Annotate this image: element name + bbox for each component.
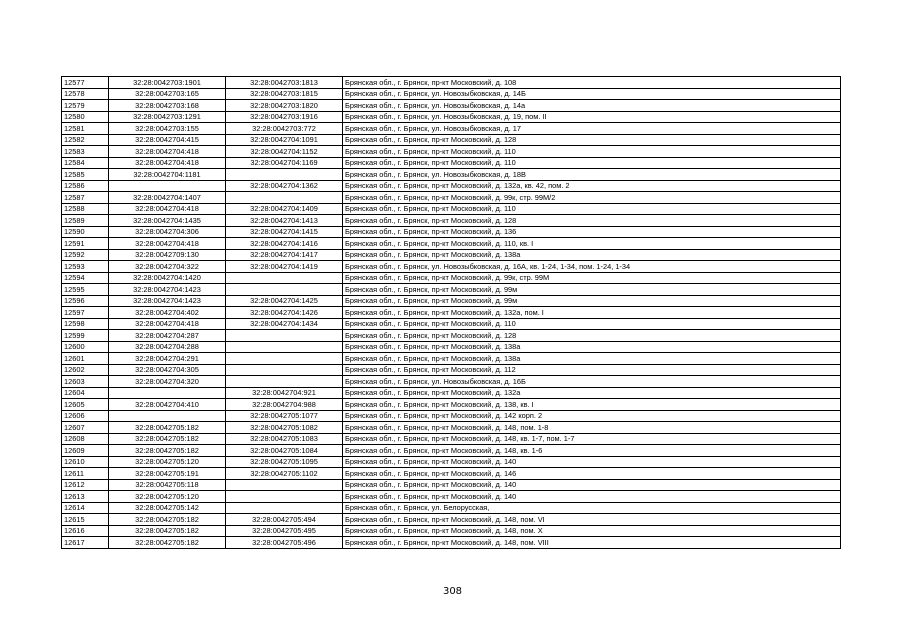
- object-cadastral-number-cell: 32:28:0042705:1095: [226, 456, 343, 468]
- object-cadastral-number-cell: 32:28:0042704:1419: [226, 261, 343, 273]
- cadastral-number-cell: 32:28:0042703:165: [109, 88, 226, 100]
- object-cadastral-number-cell: 32:28:0042704:1416: [226, 238, 343, 250]
- object-cadastral-number-cell: 32:28:0042704:1417: [226, 249, 343, 261]
- row-number-cell: 12617: [62, 537, 109, 549]
- table-row: [62, 456, 841, 468]
- row-number-cell: 12596: [62, 295, 109, 307]
- address-cell: Брянская обл., г. Брянск, пр-кт Московский, д. 132а, пом. I: [343, 307, 841, 319]
- row-number-cell: 12591: [62, 238, 109, 250]
- row-number-cell: 12580: [62, 111, 109, 123]
- address-cell: Брянская обл., г. Брянск, ул. Новозыбковская, д. 14Б: [343, 88, 841, 100]
- cadastral-number-cell: 32:28:0042709:130: [109, 249, 226, 261]
- row-number-cell: 12583: [62, 146, 109, 158]
- object-cadastral-number-cell: 32:28:0042704:1169: [226, 157, 343, 169]
- object-cadastral-number-cell: 32:28:0042704:1426: [226, 307, 343, 319]
- object-cadastral-number-cell: [226, 330, 343, 342]
- cadastral-number-cell: 32:28:0042704:418: [109, 318, 226, 330]
- address-cell: Брянская обл., г. Брянск, пр-кт Московский, д. 138а: [343, 249, 841, 261]
- cadastral-number-cell: 32:28:0042704:291: [109, 353, 226, 365]
- table-row: [62, 157, 841, 169]
- row-number-cell: 12606: [62, 410, 109, 422]
- cadastral-number-cell: 32:28:0042704:1181: [109, 169, 226, 181]
- row-number-cell: 12608: [62, 433, 109, 445]
- row-number-cell: 12589: [62, 215, 109, 227]
- row-number-cell: 12578: [62, 88, 109, 100]
- row-number-cell: 12586: [62, 180, 109, 192]
- row-number-cell: 12603: [62, 376, 109, 388]
- object-cadastral-number-cell: 32:28:0042705:1082: [226, 422, 343, 434]
- object-cadastral-number-cell: [226, 364, 343, 376]
- address-cell: Брянская обл., г. Брянск, пр-кт Московский, д. 110: [343, 146, 841, 158]
- object-cadastral-number-cell: 32:28:0042703:1916: [226, 111, 343, 123]
- row-number-cell: 12594: [62, 272, 109, 284]
- cadastral-number-cell: 32:28:0042705:182: [109, 433, 226, 445]
- table-row: [62, 88, 841, 100]
- object-cadastral-number-cell: 32:28:0042705:494: [226, 514, 343, 526]
- row-number-cell: 12607: [62, 422, 109, 434]
- address-cell: Брянская обл., г. Брянск, пр-кт Московский, д. 138, кв. I: [343, 399, 841, 411]
- address-cell: Брянская обл., г. Брянск, пр-кт Московский, д. 110: [343, 203, 841, 215]
- cadastral-number-cell: 32:28:0042705:120: [109, 456, 226, 468]
- row-number-cell: 12609: [62, 445, 109, 457]
- address-cell: Брянская обл., г. Брянск, пр-кт Московский, д. 148, пом. X: [343, 525, 841, 537]
- object-cadastral-number-cell: [226, 272, 343, 284]
- table-row: [62, 203, 841, 215]
- row-number-cell: 12604: [62, 387, 109, 399]
- address-cell: Брянская обл., г. Брянск, пр-кт Московский, д. 148, кв. 1-6: [343, 445, 841, 457]
- object-cadastral-number-cell: [226, 353, 343, 365]
- table-row: [62, 111, 841, 123]
- table-row: [62, 318, 841, 330]
- object-cadastral-number-cell: [226, 376, 343, 388]
- records-table: [61, 76, 841, 549]
- table-row: [62, 376, 841, 388]
- cadastral-number-cell: 32:28:0042704:305: [109, 364, 226, 376]
- object-cadastral-number-cell: 32:28:0042704:1413: [226, 215, 343, 227]
- address-cell: Брянская обл., г. Брянск, пр-кт Московский, д. 140: [343, 456, 841, 468]
- row-number-cell: 12598: [62, 318, 109, 330]
- row-number-cell: 12595: [62, 284, 109, 296]
- address-cell: Брянская обл., г. Брянск, пр-кт Московский, д. 132а, кв. 42, пом. 2: [343, 180, 841, 192]
- row-number-cell: 12611: [62, 468, 109, 480]
- table-row: [62, 353, 841, 365]
- row-number-cell: 12585: [62, 169, 109, 181]
- cadastral-number-cell: 32:28:0042705:191: [109, 468, 226, 480]
- cadastral-number-cell: 32:28:0042704:288: [109, 341, 226, 353]
- address-cell: Брянская обл., г. Брянск, пр-кт Московский, д. 148, пом. VI: [343, 514, 841, 526]
- cadastral-number-cell: 32:28:0042705:182: [109, 514, 226, 526]
- cadastral-number-cell: 32:28:0042705:120: [109, 491, 226, 503]
- address-cell: Брянская обл., г. Брянск, пр-кт Московский, д. 148, пом. 1-8: [343, 422, 841, 434]
- cadastral-number-cell: 32:28:0042704:320: [109, 376, 226, 388]
- table-row: [62, 479, 841, 491]
- address-cell: Брянская обл., г. Брянск, пр-кт Московский, д. 140: [343, 491, 841, 503]
- address-cell: Брянская обл., г. Брянск, ул. Белорусская,: [343, 502, 841, 514]
- table-row: [62, 341, 841, 353]
- address-cell: Брянская обл., г. Брянск, пр-кт Московский, д. 128: [343, 134, 841, 146]
- table-row: [62, 249, 841, 261]
- table-row: [62, 387, 841, 399]
- address-cell: Брянская обл., г. Брянск, ул. Новозыбковская, д. 16Б: [343, 376, 841, 388]
- cadastral-number-cell: 32:28:0042704:1423: [109, 284, 226, 296]
- object-cadastral-number-cell: 32:28:0042704:988: [226, 399, 343, 411]
- row-number-cell: 12602: [62, 364, 109, 376]
- cadastral-number-cell: 32:28:0042704:415: [109, 134, 226, 146]
- table-row: [62, 491, 841, 503]
- cadastral-number-cell: 32:28:0042704:402: [109, 307, 226, 319]
- object-cadastral-number-cell: 32:28:0042704:1362: [226, 180, 343, 192]
- table-row: [62, 514, 841, 526]
- address-cell: Брянская обл., г. Брянск, пр-кт Московский, д. 140: [343, 479, 841, 491]
- object-cadastral-number-cell: 32:28:0042704:1152: [226, 146, 343, 158]
- table-row: [62, 180, 841, 192]
- address-cell: Брянская обл., г. Брянск, пр-кт Московский, д. 110: [343, 318, 841, 330]
- cadastral-number-cell: 32:28:0042704:1420: [109, 272, 226, 284]
- cadastral-number-cell: 32:28:0042705:182: [109, 525, 226, 537]
- cadastral-number-cell: 32:28:0042704:1407: [109, 192, 226, 204]
- object-cadastral-number-cell: 32:28:0042705:495: [226, 525, 343, 537]
- object-cadastral-number-cell: 32:28:0042703:1815: [226, 88, 343, 100]
- address-cell: Брянская обл., г. Брянск, пр-кт Московский, д. 138а: [343, 353, 841, 365]
- object-cadastral-number-cell: 32:28:0042703:772: [226, 123, 343, 135]
- table-row: [62, 261, 841, 273]
- object-cadastral-number-cell: [226, 491, 343, 503]
- row-number-cell: 12616: [62, 525, 109, 537]
- cadastral-number-cell: [109, 410, 226, 422]
- cadastral-number-cell: 32:28:0042703:168: [109, 100, 226, 112]
- object-cadastral-number-cell: 32:28:0042704:1409: [226, 203, 343, 215]
- cadastral-number-cell: 32:28:0042704:418: [109, 203, 226, 215]
- row-number-cell: 12584: [62, 157, 109, 169]
- address-cell: Брянская обл., г. Брянск, ул. Новозыбковская, д. 14а: [343, 100, 841, 112]
- address-cell: Брянская обл., г. Брянск, пр-кт Московский, д. 148, кв. 1-7, пом. 1-7: [343, 433, 841, 445]
- object-cadastral-number-cell: 32:28:0042704:1434: [226, 318, 343, 330]
- table-row: [62, 445, 841, 457]
- cadastral-number-cell: [109, 180, 226, 192]
- table-row: [62, 215, 841, 227]
- address-cell: Брянская обл., г. Брянск, пр-кт Московский, д. 146: [343, 468, 841, 480]
- cadastral-number-cell: 32:28:0042704:418: [109, 238, 226, 250]
- cadastral-number-cell: 32:28:0042705:182: [109, 422, 226, 434]
- table-row: [62, 410, 841, 422]
- object-cadastral-number-cell: [226, 284, 343, 296]
- object-cadastral-number-cell: 32:28:0042705:1084: [226, 445, 343, 457]
- row-number-cell: 12612: [62, 479, 109, 491]
- table-row: [62, 272, 841, 284]
- cadastral-number-cell: 32:28:0042704:1435: [109, 215, 226, 227]
- table-row: [62, 146, 841, 158]
- address-cell: Брянская обл., г. Брянск, пр-кт Московский, д. 148, пом. VIII: [343, 537, 841, 549]
- row-number-cell: 12590: [62, 226, 109, 238]
- table-row: [62, 123, 841, 135]
- table-row: [62, 433, 841, 445]
- table-row: [62, 100, 841, 112]
- row-number-cell: 12577: [62, 77, 109, 89]
- cadastral-number-cell: 32:28:0042704:306: [109, 226, 226, 238]
- row-number-cell: 12599: [62, 330, 109, 342]
- object-cadastral-number-cell: 32:28:0042704:1425: [226, 295, 343, 307]
- cadastral-number-cell: 32:28:0042704:322: [109, 261, 226, 273]
- row-number-cell: 12615: [62, 514, 109, 526]
- table-row: [62, 295, 841, 307]
- table-row: [62, 192, 841, 204]
- address-cell: Брянская обл., г. Брянск, пр-кт Московский, д. 136: [343, 226, 841, 238]
- row-number-cell: 12601: [62, 353, 109, 365]
- object-cadastral-number-cell: [226, 502, 343, 514]
- table-row: [62, 468, 841, 480]
- cadastral-number-cell: 32:28:0042704:410: [109, 399, 226, 411]
- object-cadastral-number-cell: [226, 479, 343, 491]
- object-cadastral-number-cell: [226, 192, 343, 204]
- object-cadastral-number-cell: 32:28:0042704:921: [226, 387, 343, 399]
- object-cadastral-number-cell: 32:28:0042705:496: [226, 537, 343, 549]
- cadastral-number-cell: 32:28:0042704:418: [109, 157, 226, 169]
- table-row: [62, 307, 841, 319]
- table-row: [62, 284, 841, 296]
- address-cell: Брянская обл., г. Брянск, пр-кт Московский, д. 99к, стр. 99М: [343, 272, 841, 284]
- row-number-cell: 12592: [62, 249, 109, 261]
- table-row: [62, 502, 841, 514]
- row-number-cell: 12582: [62, 134, 109, 146]
- address-cell: Брянская обл., г. Брянск, ул. Новозыбковская, д. 17: [343, 123, 841, 135]
- row-number-cell: 12597: [62, 307, 109, 319]
- row-number-cell: 12587: [62, 192, 109, 204]
- row-number-cell: 12593: [62, 261, 109, 273]
- cadastral-number-cell: 32:28:0042703:1291: [109, 111, 226, 123]
- address-cell: Брянская обл., г. Брянск, пр-кт Московский, д. 132а: [343, 387, 841, 399]
- address-cell: Брянская обл., г. Брянск, ул. Новозыбковская, д. 19, пом. II: [343, 111, 841, 123]
- object-cadastral-number-cell: 32:28:0042705:1077: [226, 410, 343, 422]
- object-cadastral-number-cell: 32:28:0042704:1415: [226, 226, 343, 238]
- table-row: [62, 134, 841, 146]
- object-cadastral-number-cell: 32:28:0042704:1091: [226, 134, 343, 146]
- address-cell: Брянская обл., г. Брянск, пр-кт Московский, д. 142 корп. 2: [343, 410, 841, 422]
- row-number-cell: 12605: [62, 399, 109, 411]
- table-row: [62, 525, 841, 537]
- cadastral-number-cell: 32:28:0042703:155: [109, 123, 226, 135]
- cadastral-number-cell: 32:28:0042705:118: [109, 479, 226, 491]
- cadastral-number-cell: 32:28:0042703:1901: [109, 77, 226, 89]
- table-row: [62, 77, 841, 89]
- address-cell: Брянская обл., г. Брянск, пр-кт Московский, д. 128: [343, 330, 841, 342]
- object-cadastral-number-cell: [226, 341, 343, 353]
- cadastral-number-cell: 32:28:0042705:182: [109, 445, 226, 457]
- address-cell: Брянская обл., г. Брянск, ул. Новозыбковская, д. 16А, кв. 1-24, 1-34, пом. 1-24, 1-34: [343, 261, 841, 273]
- object-cadastral-number-cell: 32:28:0042705:1102: [226, 468, 343, 480]
- table-row: [62, 399, 841, 411]
- table-row: [62, 330, 841, 342]
- cadastral-number-cell: 32:28:0042704:287: [109, 330, 226, 342]
- table-row: [62, 226, 841, 238]
- address-cell: Брянская обл., г. Брянск, пр-кт Московский, д. 99м: [343, 295, 841, 307]
- table-row: [62, 364, 841, 376]
- table-row: [62, 422, 841, 434]
- row-number-cell: 12600: [62, 341, 109, 353]
- object-cadastral-number-cell: [226, 169, 343, 181]
- object-cadastral-number-cell: 32:28:0042705:1083: [226, 433, 343, 445]
- table-row: [62, 238, 841, 250]
- address-cell: Брянская обл., г. Брянск, пр-кт Московский, д. 138а: [343, 341, 841, 353]
- object-cadastral-number-cell: 32:28:0042703:1820: [226, 100, 343, 112]
- address-cell: Брянская обл., г. Брянск, пр-кт Московский, д. 112: [343, 364, 841, 376]
- cadastral-number-cell: 32:28:0042704:418: [109, 146, 226, 158]
- address-cell: Брянская обл., г. Брянск, пр-кт Московский, д. 110, кв. I: [343, 238, 841, 250]
- row-number-cell: 12581: [62, 123, 109, 135]
- row-number-cell: 12613: [62, 491, 109, 503]
- table-row: [62, 169, 841, 181]
- address-cell: Брянская обл., г. Брянск, ул. Новозыбковская, д. 18В: [343, 169, 841, 181]
- address-cell: Брянская обл., г. Брянск, пр-кт Московский, д. 110: [343, 157, 841, 169]
- cadastral-number-cell: 32:28:0042704:1423: [109, 295, 226, 307]
- cadastral-number-cell: [109, 387, 226, 399]
- row-number-cell: 12610: [62, 456, 109, 468]
- address-cell: Брянская обл., г. Брянск, пр-кт Московский, д. 99м: [343, 284, 841, 296]
- row-number-cell: 12614: [62, 502, 109, 514]
- address-cell: Брянская обл., г. Брянск, пр-кт Московский, д. 128: [343, 215, 841, 227]
- address-cell: Брянская обл., г. Брянск, пр-кт Московский, д. 108: [343, 77, 841, 89]
- row-number-cell: 12579: [62, 100, 109, 112]
- object-cadastral-number-cell: 32:28:0042703:1813: [226, 77, 343, 89]
- address-cell: Брянская обл., г. Брянск, пр-кт Московский, д. 99к, стр. 99М/2: [343, 192, 841, 204]
- cadastral-number-cell: 32:28:0042705:142: [109, 502, 226, 514]
- table-row: [62, 537, 841, 549]
- cadastral-number-cell: 32:28:0042705:182: [109, 537, 226, 549]
- row-number-cell: 12588: [62, 203, 109, 215]
- page-number: 308: [442, 586, 463, 597]
